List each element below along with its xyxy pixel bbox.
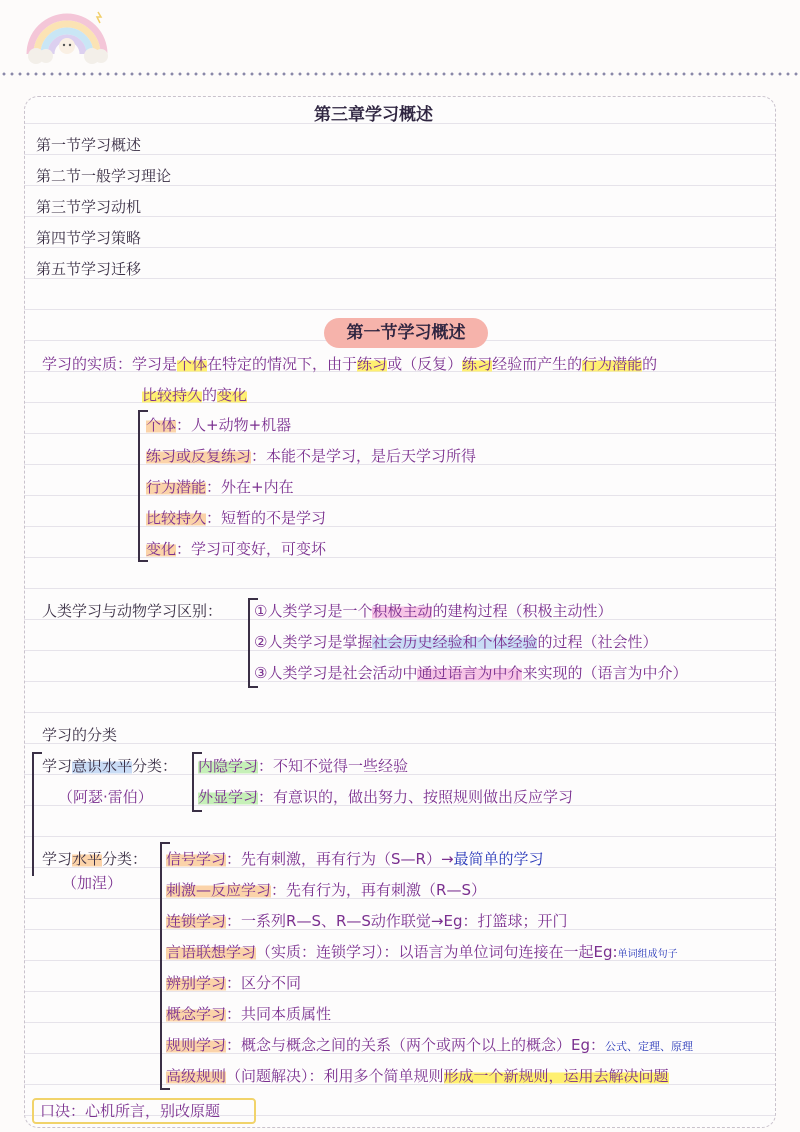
item-text: （问题解决）：利用多个简单规则	[226, 1067, 444, 1085]
essence-item	[146, 507, 326, 529]
item-extra: 公式、定理、原理	[605, 1040, 694, 1053]
item-key: 练习或反复练习	[146, 447, 252, 465]
item-key: 比较持久	[146, 509, 207, 527]
item-text: （实质：连锁学习）：以语言为单位词句连接在一起Eg:	[256, 943, 618, 961]
toc-item: 第三节学习动机	[36, 198, 142, 216]
text-fragment: 的过程（社会性）	[537, 633, 658, 651]
level-item	[166, 1065, 669, 1087]
text-fragment: 在特定的情况下，由于	[207, 355, 358, 373]
essence-label: 学习的实质：	[42, 355, 133, 373]
item-key: 外显学习	[198, 788, 259, 806]
level-item	[166, 848, 544, 870]
item-key: 连锁学习	[166, 912, 227, 930]
level-item	[166, 879, 486, 901]
toc-item: 第二节一般学习理论	[36, 167, 172, 185]
essence-line	[42, 353, 657, 375]
item-text: ：短暂的不是学习	[206, 509, 327, 527]
level-item	[166, 941, 678, 966]
keyword-highlight: 意识水平	[72, 757, 133, 775]
classify-heading: 学习的分类	[42, 726, 118, 744]
item-text: ：区分不同	[226, 974, 302, 992]
item-text: ：本能不是学习，是后天学习所得	[251, 447, 477, 465]
text-fragment: 学习	[42, 757, 73, 775]
text-fragment: 或（反复）	[387, 355, 463, 373]
item-text: ：一系列R—S、R—S动作联觉→Eg：打篮球；开门	[226, 912, 568, 930]
item-key: 辨别学习	[166, 974, 227, 992]
item-key: 信号学习	[166, 850, 227, 868]
essence-item	[146, 538, 326, 560]
item-text: ：不知不觉得一些经验	[258, 757, 409, 775]
item-text: ：先有刺激，再有行为（S—R）→	[226, 850, 454, 868]
item-text: ：人+动物+机器	[176, 416, 292, 434]
text-fragment: 的	[642, 355, 658, 373]
toc-item: 第一节学习概述	[36, 136, 142, 154]
item-text: ：学习可变好，可变坏	[176, 540, 327, 558]
item-key: 变化	[146, 540, 177, 558]
keyword-highlight: 水平	[72, 850, 103, 868]
level-item	[166, 910, 567, 932]
level-label	[42, 848, 147, 870]
author: （阿瑟·雷伯）	[58, 788, 153, 806]
item-text: ：先有行为，再有刺激（R—S）	[271, 881, 486, 899]
item-text: ：外在+内在	[206, 478, 294, 496]
level-item	[166, 1003, 331, 1025]
diff-item	[254, 631, 657, 653]
text-fragment: 的	[202, 386, 218, 404]
text-fragment: 的建构过程（积极主动性）	[432, 602, 613, 620]
keyword-highlight: 变化	[217, 386, 248, 404]
item-text: ：有意识的，做出努力、按照规则做出反应学习	[258, 788, 574, 806]
text-fragment: 学习	[42, 850, 73, 868]
chapter-title: 第三章学习概述	[314, 105, 433, 125]
toc-item: 第四节学习策略	[36, 229, 142, 247]
item-key: 内隐学习	[198, 757, 259, 775]
keyword-highlight: 积极主动	[372, 602, 433, 620]
keyword-highlight: 练习	[462, 355, 493, 373]
item-extra: 单词组成句子	[617, 949, 678, 960]
essence-item	[146, 476, 294, 498]
text-fragment: ①人类学习是一个	[254, 602, 373, 620]
diff-item	[254, 662, 687, 684]
author: （加涅）	[62, 874, 123, 892]
dotted-divider	[0, 72, 800, 76]
essence-item	[146, 445, 476, 467]
consciousness-item	[198, 786, 573, 808]
mnemonic-box: 口决：心机所言，别改原题	[32, 1098, 256, 1124]
rainbow-logo	[22, 6, 112, 64]
item-extra: 最简单的学习	[453, 850, 544, 868]
section-title: 第一节学习概述	[324, 318, 488, 348]
item-text: ：概念与概念之间的关系（两个或两个以上的概念）Eg：	[226, 1036, 606, 1054]
diff-label: 人类学习与动物学习区别：	[42, 602, 223, 620]
keyword-highlight: 社会历史经验和个体经验	[372, 633, 538, 651]
keyword-highlight: 通过语言为中介	[417, 664, 523, 682]
item-extra: 形成一个新规则，运用去解决问题	[443, 1067, 669, 1085]
item-key: 言语联想学习	[166, 943, 257, 961]
bracket	[32, 752, 42, 876]
text-fragment: ③人类学习是社会活动中	[254, 664, 418, 682]
item-key: 个体	[146, 416, 177, 434]
text-fragment: 经验而产生的	[492, 355, 583, 373]
toc-item: 第五节学习迁移	[36, 260, 142, 278]
text-fragment: ②人类学习是掌握	[254, 633, 373, 651]
consciousness-item	[198, 755, 408, 777]
essence-item	[146, 414, 291, 436]
consciousness-label	[42, 755, 177, 777]
keyword-highlight: 练习	[357, 355, 388, 373]
item-key: 规则学习	[166, 1036, 227, 1054]
keyword-highlight: 个体	[177, 355, 208, 373]
item-text: ：共同本质属性	[226, 1005, 332, 1023]
keyword-highlight: 行为潜能	[582, 355, 643, 373]
diff-item	[254, 600, 612, 622]
item-key: 概念学习	[166, 1005, 227, 1023]
essence-line-2	[142, 384, 247, 406]
text-fragment: 来实现的（语言为中介）	[522, 664, 688, 682]
text-fragment: 学习是	[132, 355, 178, 373]
level-item	[166, 972, 301, 994]
keyword-highlight: 比较持久	[142, 386, 203, 404]
item-key: 高级规则	[166, 1067, 227, 1085]
text-fragment: 分类：	[132, 757, 178, 775]
item-key: 刺激—反应学习	[166, 881, 272, 899]
item-key: 行为潜能	[146, 478, 207, 496]
text-fragment: 分类：	[102, 850, 148, 868]
level-item	[166, 1034, 693, 1058]
